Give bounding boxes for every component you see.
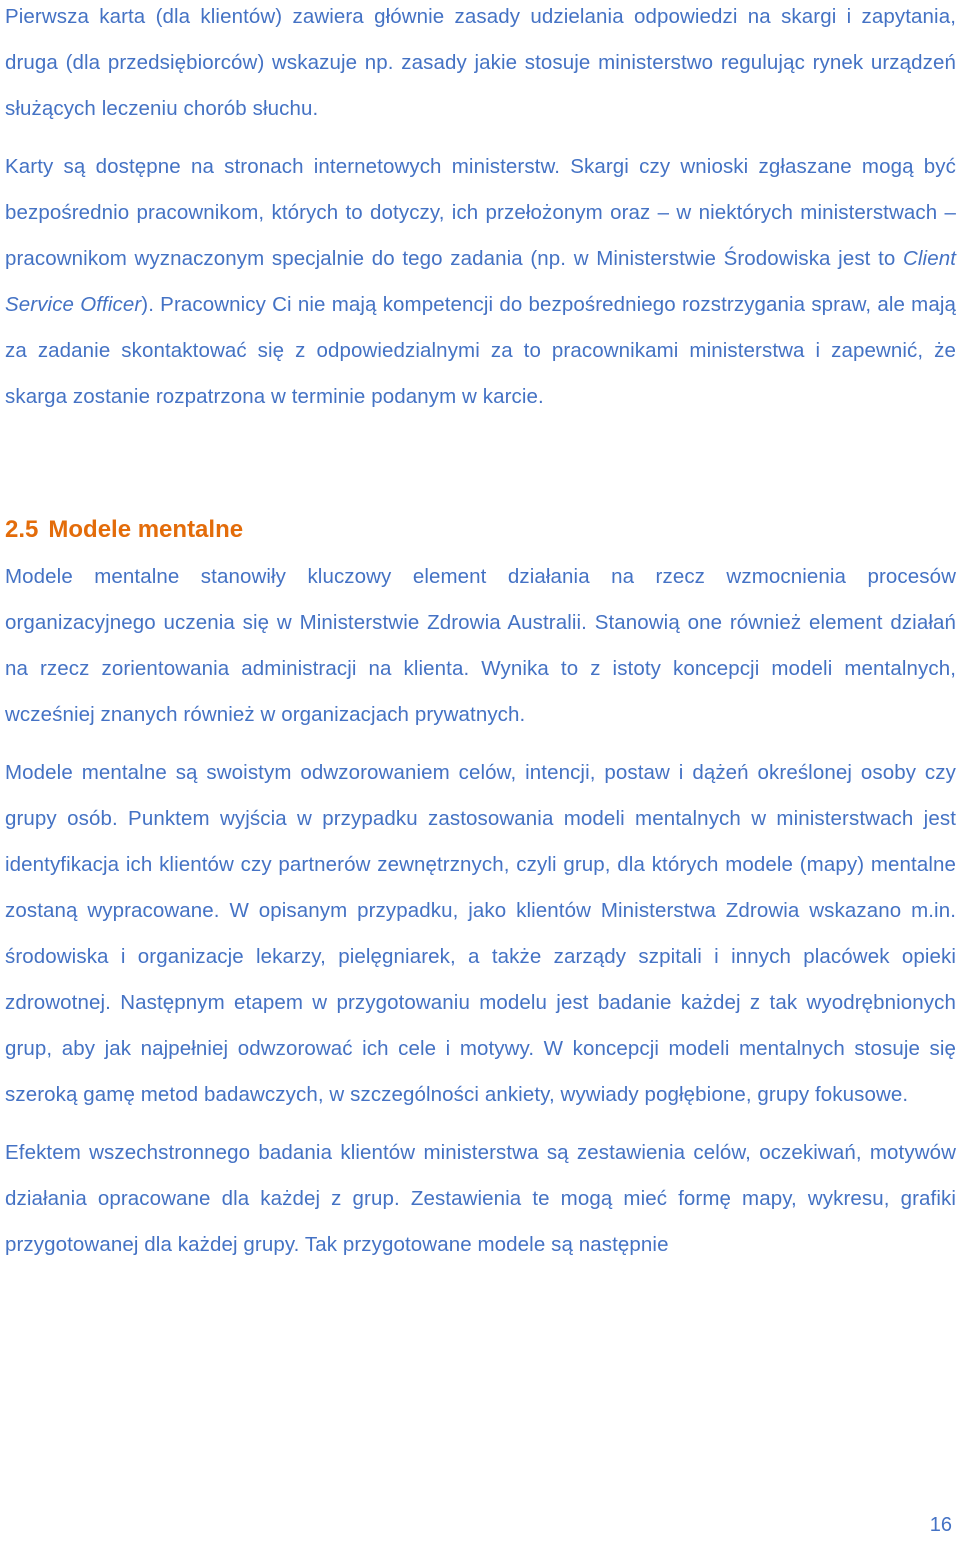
paragraph-complaints (5, 144, 956, 420)
paragraph-client-charters: Pierwsza karta (dla klientów) zawiera głównie zasady udzielania odpowiedzi na skargi i zapytania, druga (dla przedsiębiorców) wskazuje np. zasady jakie stosuje ministerstwo regulując rynek urządzeń służących leczeniu chorób słuchu. (5, 5, 956, 120)
section-title: Modele mentalne (48, 516, 244, 543)
paragraph-complaints-text-1: Karty są dostępne na stronach internetowych ministerstw. Skargi czy wnioski zgłaszane mogą być bezpośrednio pracownikom, których to dotyczy, ich przełożonym oraz – w niektórych ministerstwach – pracownikom wyznaczonym specjalnie do tego zadania (np. w Ministerstwie Środowiska jest to (5, 155, 956, 270)
document-page (5, 0, 956, 1268)
client-service-officer-term: Client Service Officer (5, 247, 956, 316)
section-number: 2.5 (5, 516, 39, 543)
paragraph-research-results: Efektem wszechstronnego badania klientów ministerstwa są zestawienia celów, oczekiwań, motywów działania opracowane dla każdej z grup. Zestawienia te mogą mieć formę mapy, wykresu, grafiki przygotowanej dla każdej grupy. Tak przygotowane modele są następnie (5, 1141, 956, 1256)
page-number: 16 (929, 1514, 952, 1536)
section-heading (5, 510, 956, 550)
paragraph-complaints-text-2: ). Pracownicy Ci nie mają kompetencji do bezpośredniego rozstrzygania spraw, ale mają za zadanie skontaktować się z odpowiedzialnymi za to pracownikami ministerstwa i zapewnić, że skarga zostanie rozpatrzona w terminie podanym w karcie. (5, 293, 956, 408)
paragraph-mental-models-intro: Modele mentalne stanowiły kluczowy element działania na rzecz wzmocnienia procesów organizacyjnego uczenia się w Ministerstwie Zdrowia Australii. Stanowią one również element działań na rzecz zorientowania administracji na klienta. Wynika to z istoty koncepcji modeli mentalnych, wcześniej znanych również w organizacjach prywatnych. (5, 565, 956, 726)
paragraph-mental-models-definition: Modele mentalne są swoistym odwzorowaniem celów, intencji, postaw i dążeń określonej osoby czy grupy osób. Punktem wyjścia w przypadku zastosowania modeli mentalnych w ministerstwach jest identyfikacja ich klientów czy partnerów zewnętrznych, czyli grup, dla których modele (mapy) mentalne zostaną wypracowane. W opisanym przypadku, jako klientów Ministerstwa Zdrowia wskazano m.in. środowiska i organizacje lekarzy, pielęgniarek, a także zarządy szpitali i innych placówek opieki zdrowotnej. Następnym etapem w przygotowaniu modelu jest badanie każdej z tak wyodrębnionych grup, aby jak najpełniej odwzorować ich cele i motywy. W koncepcji modeli mentalnych stosuje się szeroką gamę metod badawczych, w szczególności ankiety, wywiady pogłębione, grupy fokusowe. (5, 761, 956, 1106)
